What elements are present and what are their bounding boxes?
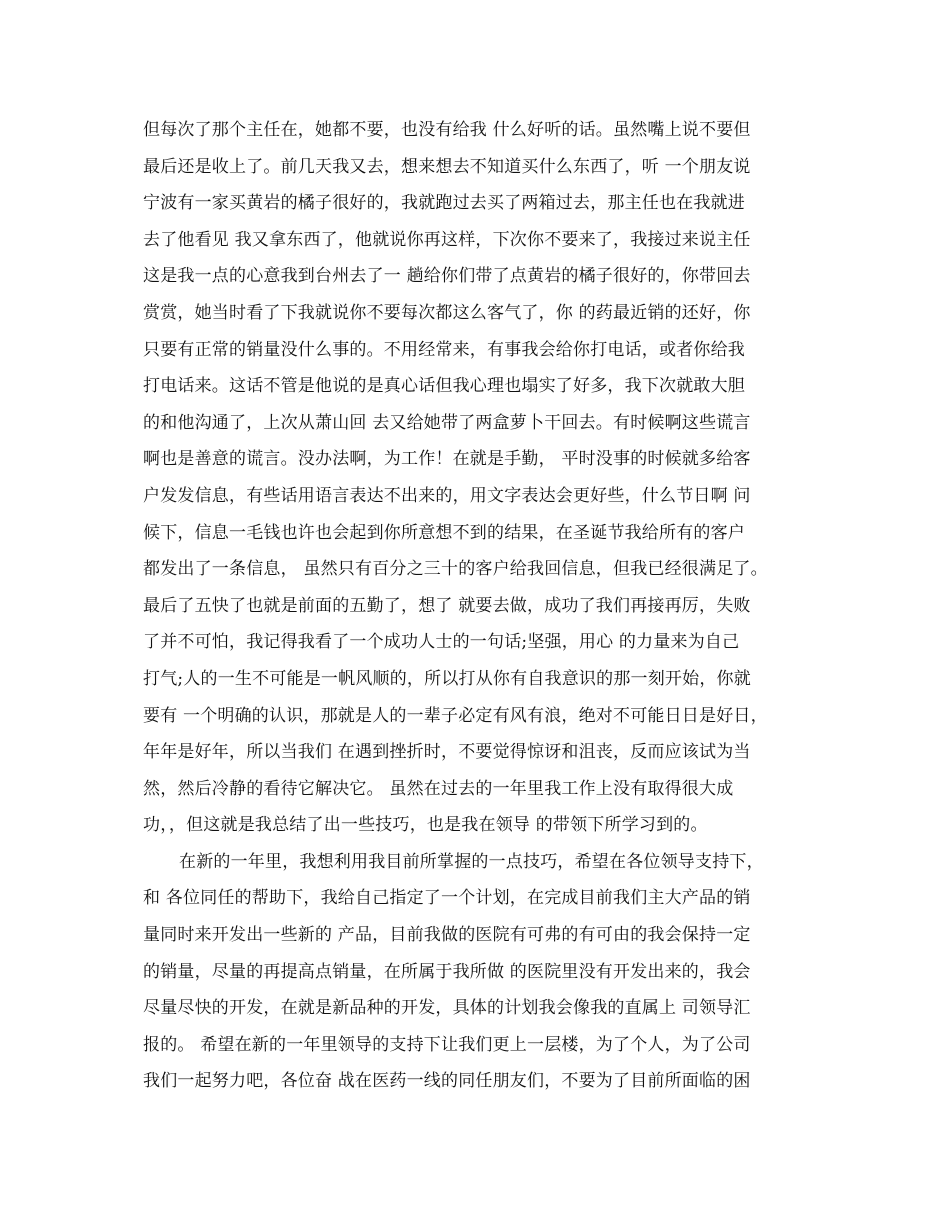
text-line: 宁波有一家买黄岩的橘子很好的，我就跑过去买了两箱过去，那主任也在我就进 [143, 193, 745, 214]
text-line: 功，，但这就是我总结了出一些技巧，也是我在领导 的带领下所学习到的。 [143, 815, 708, 836]
text-line: 的销量，尽量的再提高点销量，在所属于我所做 的医院里没有开发出来的，我会 [143, 961, 751, 982]
text-line: 我们一起努力吧，各位奋 战在医药一线的同任朋友们，不要为了目前所面临的困 [143, 1071, 751, 1092]
text-line: 尽量尽快的开发，在就是新品种的开发，具体的计划我会像我的直属上 司领导汇 [143, 998, 751, 1019]
text-line: 了并不可怕，我记得我看了一个成功人士的一句话;坚强，用心 的力量来为自己 [143, 632, 740, 653]
text-line: 赏赏，她当时看了下我就说你不要每次都这么客气了，你 的药最近销的还好，你 [143, 302, 751, 323]
text-line: 年年是好年，所以当我们 在遇到挫折时，不要觉得惊讶和沮丧，反而应该试为当 [143, 742, 751, 763]
body-text [143, 112, 823, 1100]
text-line: 最后了五快了也就是前面的五勤了，想了 就要去做，成功了我们再接再厉，失败 [143, 595, 751, 616]
paragraph-first-line: 在新的一年里，我想利用我目前所掌握的一点技巧，希望在各位领导支持下， [179, 851, 764, 872]
text-line: 报的。 希望在新的一年里领导的支持下让我们更上一层楼，为了个人，为了公司 [143, 1034, 751, 1055]
text-line: 要有 一个明确的认识，那就是人的一辈子必定有风有浪，绝对不可能日日是好日， [143, 705, 768, 726]
text-line: 最后还是收上了。前几天我又去，想来想去不知道买什么东西了，听 一个朋友说 [143, 156, 751, 177]
text-line: 量同时来开发出一些新的 产品，目前我做的医院有可弗的有可由的我会保持一定 [143, 925, 751, 946]
text-line: 然，然后冷静的看待它解决它。 虽然在过去的一年里我工作上没有取得很大成 [143, 778, 734, 799]
text-line: 啊也是善意的谎言。没办法啊，为工作！在就是手勤， 平时没事的时候就多给客 [143, 449, 751, 470]
text-line: 和 各位同任的帮助下，我给自己指定了一个计划，在完成目前我们主大产品的销 [143, 888, 751, 909]
text-line: 打气;人的一生不可能是一帆风顺的，所以打从你有自我意识的那一刻开始，你就 [143, 668, 751, 689]
text-line: 户发发信息，有些话用语言表达不出来的，用文字表达会更好些，什么节日啊 问 [143, 485, 751, 506]
text-line: 这是我一点的心意我到台州去了一 趟给你们带了点黄岩的橘子很好的，你带回去 [143, 266, 751, 287]
text-line: 但每次了那个主任在，她都不要，也没有给我 什么好听的话。虽然嘴上说不要但 [143, 120, 751, 140]
text-line: 的和他沟通了，上次从萧山回 去又给她带了两盒萝卜干回去。有时候啊这些谎言 [143, 412, 751, 433]
text-line: 打电话来。这话不管是他说的是真心话但我心理也塌实了好多，我下次就敢大胆 [143, 376, 745, 397]
text-line: 只要有正常的销量没什么事的。不用经常来，有事我会给你打电话，或者你给我 [143, 339, 745, 360]
text-line: 都发出了一条信息， 虽然只有百分之三十的客户给我回信息，但我已经很满足了。 [143, 559, 768, 580]
text-line: 候下，信息一毛钱也许也会起到你所意想不到的结果，在圣诞节我给所有的客户 [143, 522, 745, 543]
text-line: 去了他看见 我又拿东西了，他就说你再这样，下次你不要来了，我接过来说主任 [143, 229, 751, 250]
